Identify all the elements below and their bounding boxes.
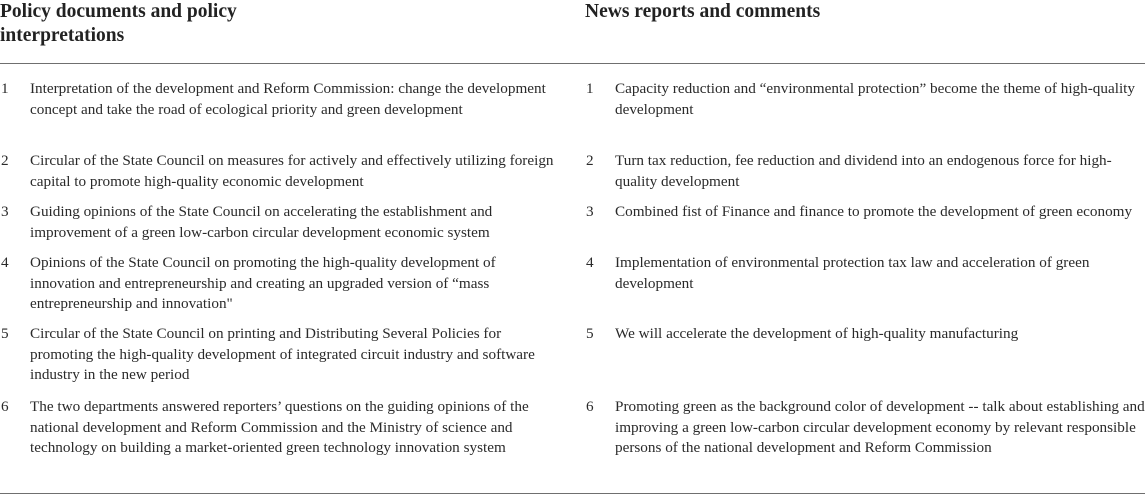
left-item-number: 6: [1, 398, 9, 415]
right-item-text: Turn tax reduction, fee reduction and dividend into an endogenous force for high-quality development: [615, 152, 1112, 190]
right-item-number: 4: [586, 254, 594, 271]
right-item-text: Combined fist of Finance and finance to promote the development of green economy: [615, 203, 1133, 220]
right-item-number: 3: [586, 203, 594, 220]
right-item-number: 6: [586, 398, 594, 415]
column-header-policy: Policy documents and policy interpretations: [0, 1, 237, 46]
left-item-text: The two departments answered reporters’ questions on the guiding opinions of the national development and Reform Commission and the Ministry of science and technology on building a market-oriented green technology innovation system: [30, 398, 529, 456]
left-item-text: Opinions of the State Council on promoting the high-quality development of innovation and entrepreneurship and creating an upgraded version of “mass entrepreneurship and innovation": [30, 254, 496, 312]
left-item-number: 3: [1, 203, 9, 220]
right-item-text: Promoting green as the background color of development -- talk about establishing and improving a green low-carbon circular development economy by relevant responsible persons of the national development and Reform Commission: [615, 398, 1145, 456]
left-item-text: Guiding opinions of the State Council on accelerating the establishment and improvement of a green low-carbon circular development economic system: [30, 203, 493, 241]
right-item-text: Capacity reduction and “environmental protection” become the theme of high-quality development: [615, 80, 1135, 118]
header-divider: [0, 63, 1145, 64]
left-item-text: Circular of the State Council on printing and Distributing Several Policies for promoting the high-quality development of integrated circuit industry and software industry in the new period: [30, 325, 535, 383]
right-item-number: 1: [586, 80, 594, 97]
right-item-text: Implementation of environmental protection tax law and acceleration of green development: [615, 254, 1090, 292]
column-header-news: News reports and comments: [585, 1, 821, 22]
left-item-number: 4: [1, 254, 9, 271]
left-item-text: Interpretation of the development and Reform Commission: change the development concept and take the road of ecological priority and green development: [30, 80, 546, 118]
left-item-number: 5: [1, 325, 9, 342]
right-item-number: 5: [586, 325, 594, 342]
right-item-text: We will accelerate the development of high-quality manufacturing: [615, 325, 1019, 342]
left-item-text: Circular of the State Council on measures for actively and effectively utilizing foreign capital to promote high-quality economic development: [30, 152, 554, 190]
right-item-number: 2: [586, 152, 594, 169]
table-bottom-rule: [0, 493, 1145, 494]
left-item-number: 2: [1, 152, 9, 169]
left-item-number: 1: [1, 80, 9, 97]
